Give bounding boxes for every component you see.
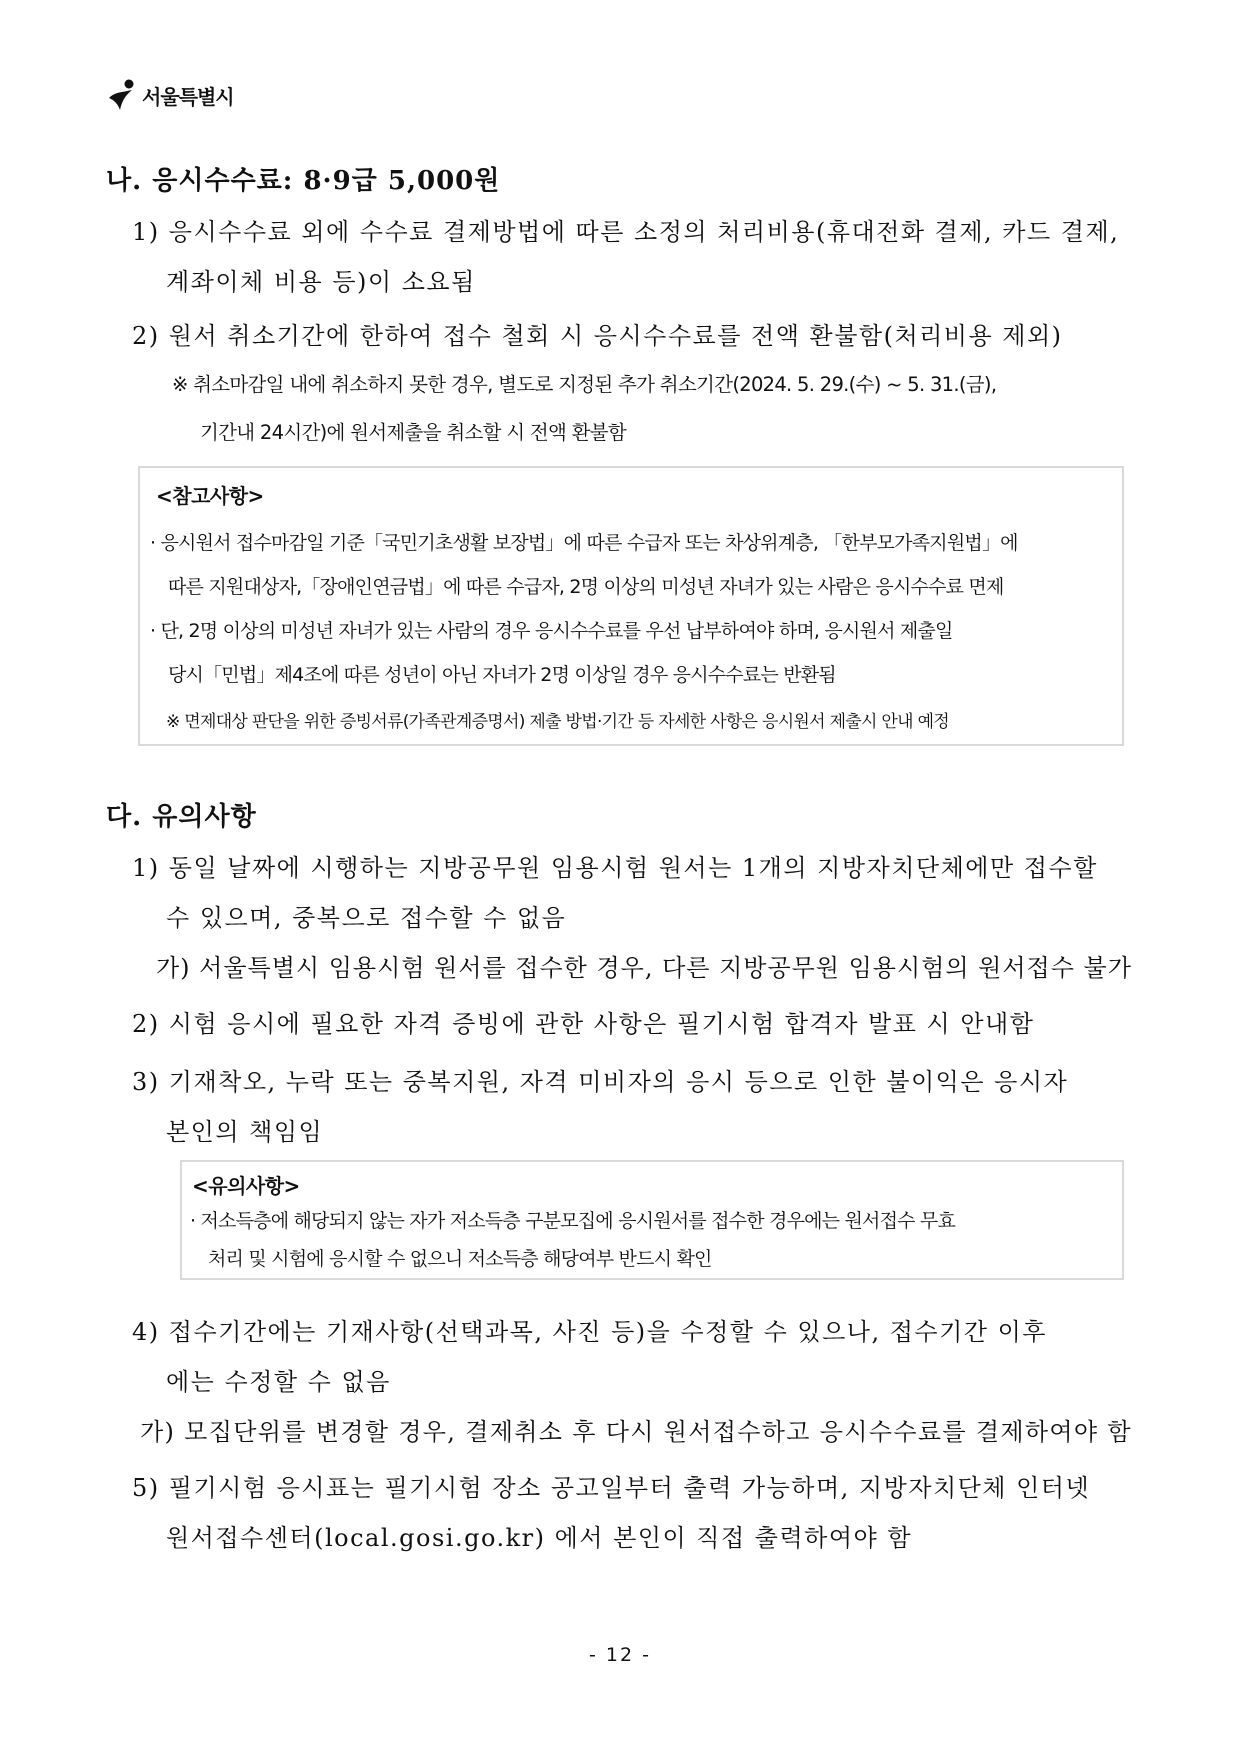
reference-line-2: 따른 지원대상자,「장애인연금법」에 따른 수급자, 2명 이상의 미성년 자녀가 있는 사람은 응시수수료 면제 [168, 576, 1004, 598]
reference-line-3: · 단, 2명 이상의 미성년 자녀가 있는 사람의 경우 응시수수료를 우선 납부하여야 하며, 응시원서 제출일 [150, 620, 953, 642]
fee-note-line-2: 기간내 24시간)에 원서제출을 취소할 시 전액 환불함 [200, 421, 627, 444]
caution-item-2: 2) 시험 응시에 필요한 자격 증빙에 관한 사항은 필기시험 합격자 발표 시 안내함 [132, 1010, 1035, 1038]
fee-item-2-line-1: 2) 원서 취소기간에 한하여 접수 철회 시 응시수수료를 전액 환불함(처리비용 제외) [132, 322, 1063, 350]
reference-line-4: 당시「민법」제4조에 따른 성년이 아닌 자녀가 2명 이상일 경우 응시수수료는 반환됨 [168, 664, 836, 686]
reference-box [138, 466, 1124, 746]
caution-box-title: <유의사항> [192, 1174, 300, 1198]
caution-item-3-line-2: 본인의 책임임 [166, 1118, 324, 1146]
caution-item-4-line-1: 4) 접수기간에는 기재사항(선택과목, 사진 등)을 수정할 수 있으나, 접수기간 이후 [132, 1318, 1047, 1346]
caution-item-4-line-2: 에는 수정할 수 없음 [166, 1368, 391, 1396]
caution-item-1-line-1: 1) 동일 날짜에 시행하는 지방공무원 임용시험 원서는 1개의 지방자치단체에만 접수할 [132, 854, 1098, 882]
reference-line-1: · 응시원서 접수마감일 기준「국민기초생활 보장법」에 따른 수급자 또는 차상위계층, 「한부모가족지원법」에 [150, 532, 1018, 554]
caution-item-4-sub: 가) 모집단위를 변경할 경우, 결제취소 후 다시 원서접수하고 응시수수료를 결제하여야 함 [140, 1418, 1132, 1446]
caution-box-line-2: 처리 및 시험에 응시할 수 없으니 저소득층 해당여부 반드시 확인 [208, 1248, 712, 1270]
caution-item-5-line-1: 5) 필기시험 응시표는 필기시험 장소 공고일부터 출력 가능하며, 지방자치단체 인터넷 [132, 1474, 1091, 1502]
fee-item-1-line-1: 1) 응시수수료 외에 수수료 결제방법에 따른 소정의 처리비용(휴대전화 결제, 카드 결제, [132, 218, 1120, 246]
reference-note: ※ 면제대상 판단을 위한 증빙서류(가족관계증명서) 제출 방법·기간 등 자세한 사항은 응시원서 제출시 안내 예정 [166, 712, 950, 732]
caution-item-1-sub: 가) 서울특별시 임용시험 원서를 접수한 경우, 다른 지방공무원 임용시험의 원서접수 불가 [156, 954, 1132, 982]
section-title-fee: 나. 응시수수료: 8·9급 5,000원 [106, 166, 501, 196]
fee-note-line-1: ※ 취소마감일 내에 취소하지 못한 경우, 별도로 지정된 추가 취소기간(2024. 5. 29.(수) ~ 5. 31.(금), [172, 373, 997, 396]
seoul-logo-icon [106, 78, 138, 112]
caution-item-5-line-2: 원서접수센터(local.gosi.go.kr) 에서 본인이 직접 출력하여야 함 [166, 1524, 913, 1552]
reference-box-title: <참고사항> [156, 484, 264, 508]
seoul-logo [106, 78, 234, 112]
caution-item-1-line-2: 수 있으며, 중복으로 접수할 수 없음 [166, 904, 567, 932]
caution-item-3-line-1: 3) 기재착오, 누락 또는 중복지원, 자격 미비자의 응시 등으로 인한 불이익은 응시자 [132, 1068, 1069, 1096]
logo-text: 서울특별시 [142, 84, 234, 109]
fee-item-1-line-2: 계좌이체 비용 등)이 소요됨 [166, 268, 476, 296]
caution-box-line-1: · 저소득층에 해당되지 않는 자가 저소득층 구분모집에 응시원서를 접수한 경우에는 원서접수 무효 [190, 1210, 956, 1232]
section-title-cautions: 다. 유의사항 [106, 802, 257, 832]
page-number: - 12 - [589, 1644, 651, 1666]
